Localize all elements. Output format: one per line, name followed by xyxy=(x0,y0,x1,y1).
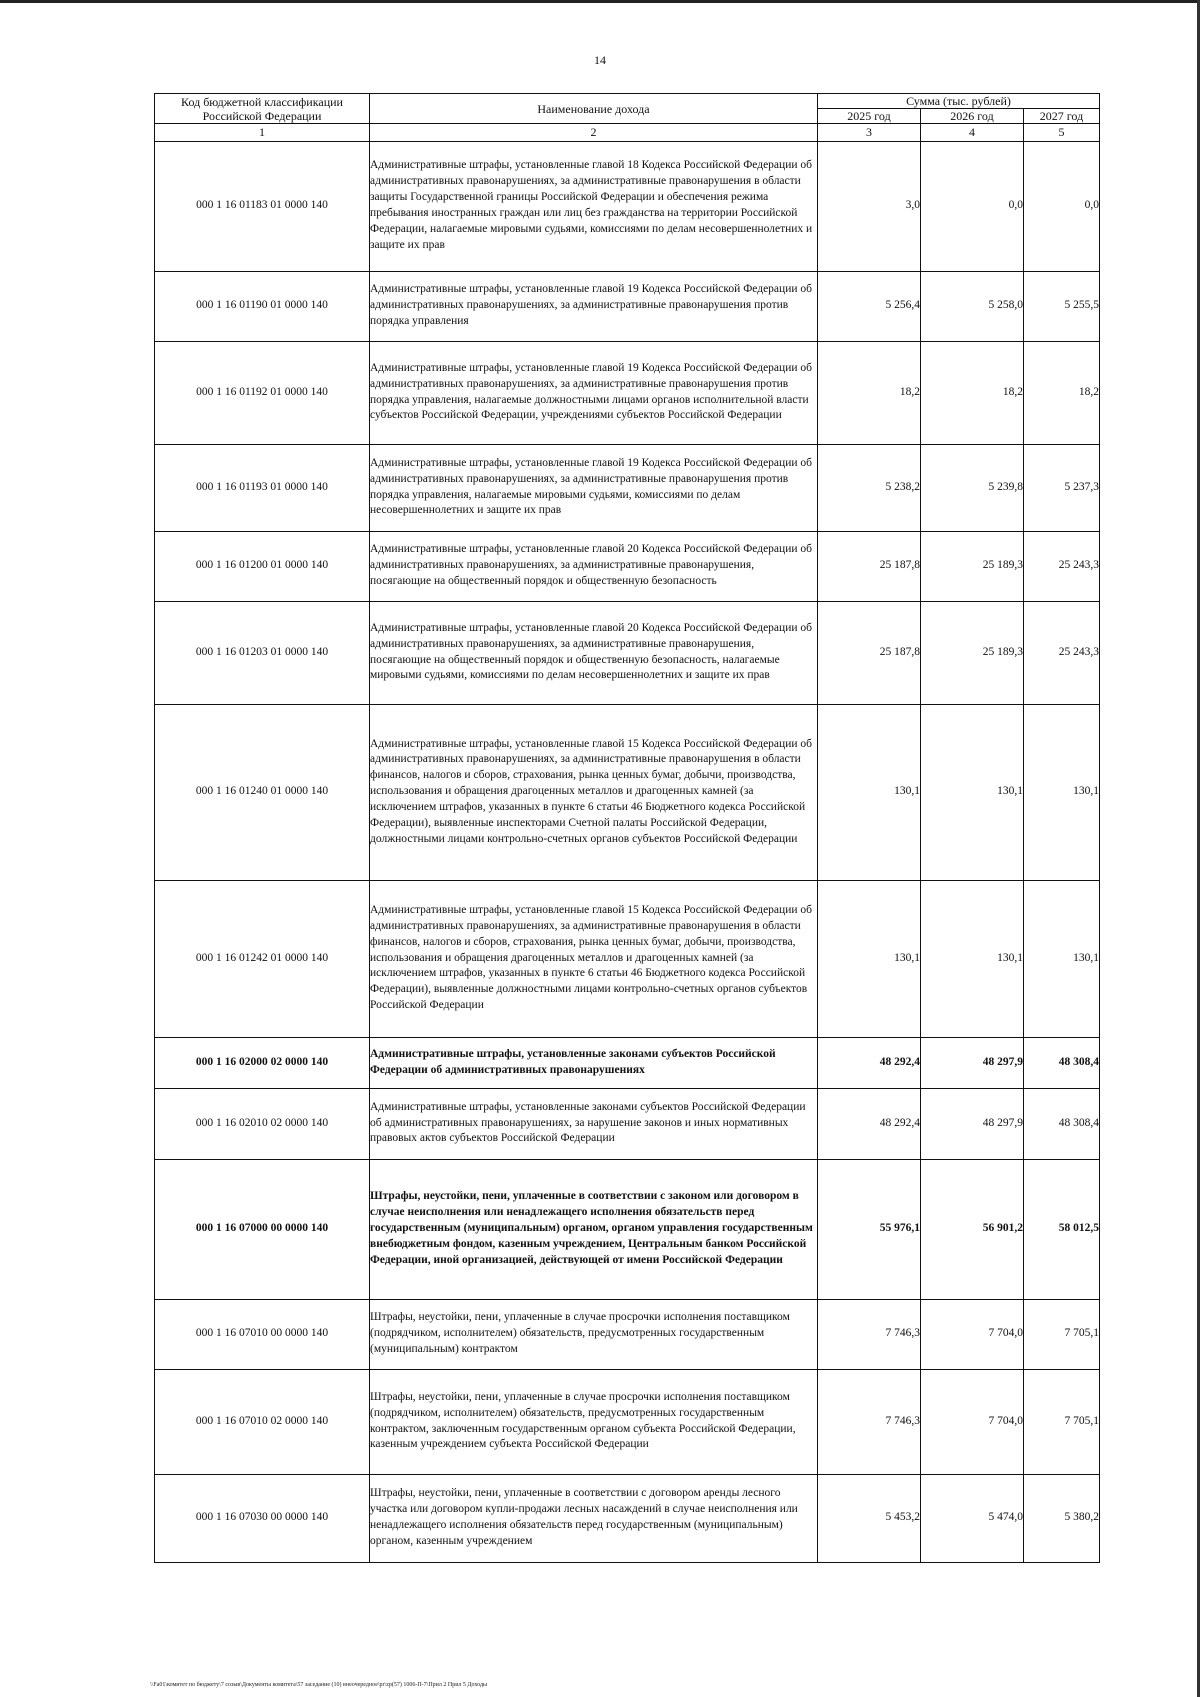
row-value-2026: 0,0 xyxy=(921,141,1024,271)
table-row xyxy=(155,704,1100,880)
table-row xyxy=(155,1088,1100,1159)
row-value-2027: 130,1 xyxy=(1024,880,1100,1037)
table-row xyxy=(155,601,1100,704)
row-name: Административные штрафы, установленные главой 19 Кодекса Российской Федерации об административных правонарушениях, за административные правонарушения против порядка управления, налагаемые мировыми судьями, комиссиями по делам несовершеннолетних и защите их прав xyxy=(370,444,818,531)
row-value-2027: 5 237,3 xyxy=(1024,444,1100,531)
row-code: 000 1 16 07010 02 0000 140 xyxy=(155,1369,370,1474)
row-name: Административные штрафы, установленные главой 15 Кодекса Российской Федерации об административных правонарушениях, за административные правонарушения в области финансов, налогов и сборов, страхования, рынка ценных бумаг, добычи, производства, использования и обращения драгоценных металлов и драгоценных камней (за исключением штрафов, указанных в пункте 6 статьи 46 Бюджетного кодекса Российской Федерации), выявленные инспекторами Счетной палаты Российской Федерации, должностными лицами контрольно-счетных органов субъектов Российской Федерации xyxy=(370,704,818,880)
row-value-2025: 5 256,4 xyxy=(818,271,921,341)
column-number: 1 xyxy=(155,124,370,142)
row-code: 000 1 16 07000 00 0000 140 xyxy=(155,1159,370,1299)
row-value-2025: 5 238,2 xyxy=(818,444,921,531)
table-row xyxy=(155,1159,1100,1299)
row-value-2026: 5 474,0 xyxy=(921,1474,1024,1562)
row-code: 000 1 16 07030 00 0000 140 xyxy=(155,1474,370,1562)
column-number: 3 xyxy=(818,124,921,142)
row-code: 000 1 16 01190 01 0000 140 xyxy=(155,271,370,341)
row-value-2027: 25 243,3 xyxy=(1024,601,1100,704)
row-value-2027: 48 308,4 xyxy=(1024,1088,1100,1159)
row-value-2027: 130,1 xyxy=(1024,704,1100,880)
table-row xyxy=(155,271,1100,341)
row-name: Административные штрафы, установленные главой 20 Кодекса Российской Федерации об административных правонарушениях, за административные правонарушения, посягающие на общественный порядок и общественную безопасность xyxy=(370,531,818,601)
row-name: Административные штрафы, установленные главой 19 Кодекса Российской Федерации об административных правонарушениях, за административные правонарушения против порядка управления, налагаемые должностными лицами органов исполнительной власти субъектов Российской Федерации, учреждениями субъектов Российской Федерации xyxy=(370,341,818,444)
header-year-2026: 2026 год xyxy=(921,109,1024,124)
table-row xyxy=(155,1299,1100,1369)
row-code: 000 1 16 01183 01 0000 140 xyxy=(155,141,370,271)
row-name: Штрафы, неустойки, пени, уплаченные в соответствии с договором аренды лесного участка или договором купли-продажи лесных насаждений в случае неисполнения или ненадлежащего исполнения обязательств перед государственным (муниципальным) органом, казенным учреждением xyxy=(370,1474,818,1562)
row-value-2026: 5 258,0 xyxy=(921,271,1024,341)
header-year-2025: 2025 год xyxy=(818,109,921,124)
table-row xyxy=(155,444,1100,531)
row-value-2027: 58 012,5 xyxy=(1024,1159,1100,1299)
table-row xyxy=(155,341,1100,444)
footer-file-path: \\Fa01\комитет по бюджету\7 созыв\Документы комитета\57 заседание (10) внеочередное\pr\zp(57) 1006-П-7\Прил 2 Прил 5 Доходы xyxy=(150,1682,488,1688)
row-value-2026: 25 189,3 xyxy=(921,601,1024,704)
row-value-2026: 18,2 xyxy=(921,341,1024,444)
table-row xyxy=(155,1369,1100,1474)
row-value-2025: 25 187,8 xyxy=(818,531,921,601)
row-name: Административные штрафы, установленные законами субъектов Российской Федерации об административных правонарушениях xyxy=(370,1037,818,1088)
row-value-2025: 18,2 xyxy=(818,341,921,444)
row-code: 000 1 16 02000 02 0000 140 xyxy=(155,1037,370,1088)
row-code: 000 1 16 01192 01 0000 140 xyxy=(155,341,370,444)
scan-edge-top xyxy=(0,0,1200,3)
row-name: Административные штрафы, установленные главой 18 Кодекса Российской Федерации об административных правонарушениях, за административные правонарушения в области защиты Государственной границы Российской Федерации и обеспечения режима пребывания иностранных граждан или лиц без гражданства на территории Российской Федерации, налагаемые мировыми судьями, комиссиями по делам несовершеннолетних и защите их прав xyxy=(370,141,818,271)
row-value-2025: 3,0 xyxy=(818,141,921,271)
row-value-2026: 7 704,0 xyxy=(921,1369,1024,1474)
row-value-2025: 25 187,8 xyxy=(818,601,921,704)
row-value-2025: 130,1 xyxy=(818,880,921,1037)
revenue-table xyxy=(154,93,1100,1563)
table-row xyxy=(155,1037,1100,1088)
row-value-2025: 48 292,4 xyxy=(818,1088,921,1159)
row-value-2025: 55 976,1 xyxy=(818,1159,921,1299)
row-value-2026: 5 239,8 xyxy=(921,444,1024,531)
row-code: 000 1 16 02010 02 0000 140 xyxy=(155,1088,370,1159)
table-row xyxy=(155,880,1100,1037)
header-sum: Сумма (тыс. рублей) xyxy=(818,94,1100,109)
table-row xyxy=(155,1474,1100,1562)
row-value-2027: 18,2 xyxy=(1024,341,1100,444)
row-value-2026: 130,1 xyxy=(921,880,1024,1037)
row-name: Административные штрафы, установленные главой 19 Кодекса Российской Федерации об административных правонарушениях, за административные правонарушения против порядка управления xyxy=(370,271,818,341)
row-name: Штрафы, неустойки, пени, уплаченные в случае просрочки исполнения поставщиком (подрядчиком, исполнителем) обязательств, предусмотренных государственным (муниципальным) контрактом xyxy=(370,1299,818,1369)
row-name: Административные штрафы, установленные главой 15 Кодекса Российской Федерации об административных правонарушениях, за административные правонарушения в области финансов, налогов и сборов, страхования, рынка ценных бумаг, добычи, производства, использования и обращения драгоценных металлов и драгоценных камней (за исключением штрафов, указанных в пункте 6 статьи 46 Бюджетного кодекса Российской Федерации), выявленные должностными лицами контрольно-счетных органов субъектов Российской Федерации xyxy=(370,880,818,1037)
table-row xyxy=(155,141,1100,271)
column-number: 2 xyxy=(370,124,818,142)
header-code: Код бюджетной классификации Российской Федерации xyxy=(155,94,370,124)
row-value-2027: 5 380,2 xyxy=(1024,1474,1100,1562)
row-code: 000 1 16 01200 01 0000 140 xyxy=(155,531,370,601)
row-value-2027: 5 255,5 xyxy=(1024,271,1100,341)
table-row xyxy=(155,531,1100,601)
row-value-2025: 7 746,3 xyxy=(818,1299,921,1369)
row-name: Штрафы, неустойки, пени, уплаченные в соответствии с законом или договором в случае неисполнения или ненадлежащего исполнения обязательств перед государственным (муниципальным) органом, органом управления государственным внебюджетным фондом, казенным учреждением, Центральным банком Российской Федерации, иной организацией, действующей от имени Российской Федерации xyxy=(370,1159,818,1299)
row-value-2026: 130,1 xyxy=(921,704,1024,880)
row-value-2025: 5 453,2 xyxy=(818,1474,921,1562)
row-value-2027: 25 243,3 xyxy=(1024,531,1100,601)
row-code: 000 1 16 07010 00 0000 140 xyxy=(155,1299,370,1369)
row-value-2026: 48 297,9 xyxy=(921,1037,1024,1088)
column-number: 4 xyxy=(921,124,1024,142)
row-value-2027: 0,0 xyxy=(1024,141,1100,271)
row-code: 000 1 16 01242 01 0000 140 xyxy=(155,880,370,1037)
row-code: 000 1 16 01240 01 0000 140 xyxy=(155,704,370,880)
row-code: 000 1 16 01193 01 0000 140 xyxy=(155,444,370,531)
row-code: 000 1 16 01203 01 0000 140 xyxy=(155,601,370,704)
header-year-2027: 2027 год xyxy=(1024,109,1100,124)
row-value-2026: 7 704,0 xyxy=(921,1299,1024,1369)
row-value-2025: 48 292,4 xyxy=(818,1037,921,1088)
row-value-2026: 25 189,3 xyxy=(921,531,1024,601)
row-name: Штрафы, неустойки, пени, уплаченные в случае просрочки исполнения поставщиком (подрядчиком, исполнителем) обязательств, предусмотренных государственным контрактом, заключенным государственным органом субъекта Российской Федерации, казенным учреждением субъекта Российской Федерации xyxy=(370,1369,818,1474)
row-value-2027: 7 705,1 xyxy=(1024,1299,1100,1369)
row-value-2025: 130,1 xyxy=(818,704,921,880)
header-name: Наименование дохода xyxy=(370,94,818,124)
row-value-2026: 48 297,9 xyxy=(921,1088,1024,1159)
page-number: 14 xyxy=(594,53,606,67)
row-value-2025: 7 746,3 xyxy=(818,1369,921,1474)
row-value-2026: 56 901,2 xyxy=(921,1159,1024,1299)
row-value-2027: 48 308,4 xyxy=(1024,1037,1100,1088)
row-name: Административные штрафы, установленные законами субъектов Российской Федерации об административных правонарушениях, за нарушение законов и иных нормативных правовых актов субъектов Российской Федерации xyxy=(370,1088,818,1159)
column-number: 5 xyxy=(1024,124,1100,142)
row-name: Административные штрафы, установленные главой 20 Кодекса Российской Федерации об административных правонарушениях, за административные правонарушения, посягающие на общественный порядок и общественную безопасность, налагаемые мировыми судьями, комиссиями по делам несовершеннолетних и защите их прав xyxy=(370,601,818,704)
row-value-2027: 7 705,1 xyxy=(1024,1369,1100,1474)
